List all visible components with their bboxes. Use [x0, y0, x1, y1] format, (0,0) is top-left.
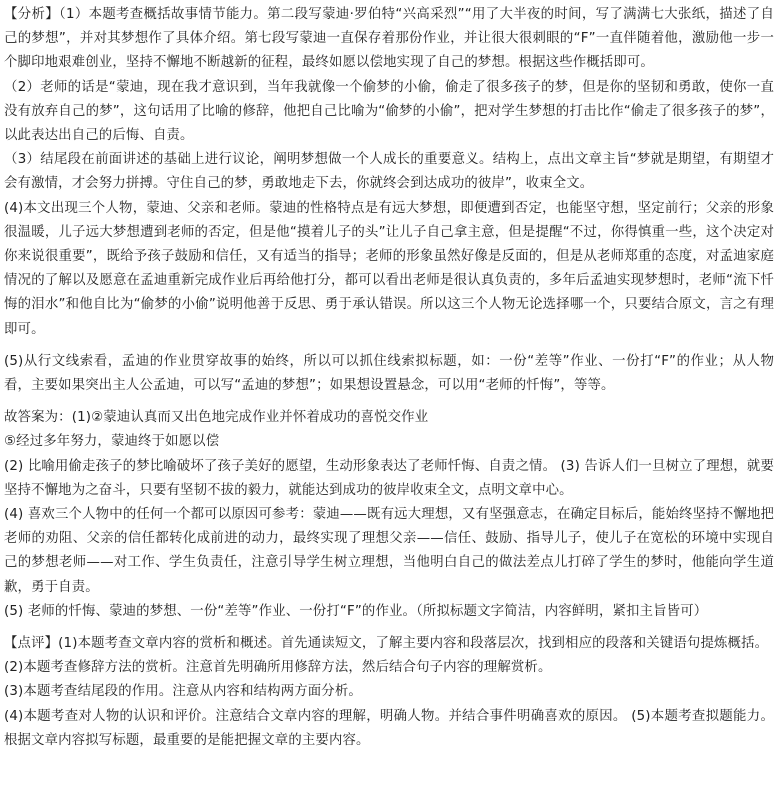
answer-line-2: ⑤经过多年努力，蒙迪终于如愿以偿	[4, 434, 220, 450]
analysis-paragraph-4: (4)本文出现三个人物，蒙迪、父亲和老师。蒙迪的性格特点是有远大梦想，即便遭到否定，也能坚守想，坚定前行；父亲的形象很温暖，儿子远大梦想遭到老师的否定，但是他“摸着儿子的头”让儿子自己拿主意，但是提醒“不过，你得慎重一些，这个决定对你来说很重要”，既给予孩子鼓励和信任，又有适当的指导；老师的形象虽然好像是反面的，但是从老师郑重的态度，对孟迪家庭情况的了解以及愿意在孟迪重新完成作业后再给他打分，都可以看出老师是很认真负责的，多年后孟迪实现梦想时，老师“流下忏悔的泪水”和他自比为“偷梦的小偷”说明他善于反思、勇于承认错误。所以这三个人物无论选择哪一个，只要结合原文，言之有理即可。	[4, 200, 774, 337]
analysis-paragraph-5: (5)从行文线索看，孟迪的作业贯穿故事的始终，所以可以抓住线索拟标题，如：一份“差等”作业、一份打“F”的作业；从人物看，主要如果突出主人公孟迪，可以写“孟迪的梦想”；如果想设置悬念，可以用“老师的忏悔”，等等。	[4, 353, 774, 394]
analysis-paragraph-2: （2）老师的话是“蒙迪，现在我才意识到，当年我就像一个偷梦的小偷，偷走了很多孩子的梦，但是你的坚韧和勇敢，使你一直没有放弃自己的梦”，这句话用了比喻的修辞，他把自己比喻为“偷梦的小偷”，把对学生梦想的打击比作“偷走了很多孩子的梦”，以此表达出自己的后悔、自责。	[4, 79, 774, 144]
analysis-paragraph-3: （3）结尾段在前面讲述的基础上进行议论，阐明梦想做一个人成长的重要意义。结构上，点出文章主旨“梦就是期望，有期望才会有激情，才会努力拼搏。守住自己的梦，勇敢地走下去，你就终会到达成功的彼岸”，收束全文。	[4, 152, 774, 192]
comment-paragraph-1: 【点评】(1)本题考查文章内容的赏析和概述。首先通读短文，了解主要内容和段落层次，找到相应的段落和关键语句提炼概括。	[4, 636, 769, 652]
answer-paragraph-3: (2) 比喻用偷走孩子的梦比喻破坏了孩子美好的愿望，生动形象表达了老师忏悔、自责之情。 (3) 告诉人们一旦树立了理想，就要坚持不懈地为之奋斗，只要有坚韧不拔的毅力，就能达到成功的彼岸收束全文，点明文章中心。	[4, 458, 774, 498]
comment-paragraph-2: (2)本题考查修辞方法的赏析。注意首先明确所用修辞方法，然后结合句子内容的理解赏析。	[4, 660, 552, 676]
answer-line-1: 故答案为：(1)②蒙迪认真而又出色地完成作业并怀着成功的喜悦交作业	[4, 410, 429, 426]
spacer	[4, 398, 774, 406]
answer-paragraph-4: (4) 喜欢三个人物中的任何一个都可以原因可参考：蒙迪——既有远大理想，又有坚强意志，在确定目标后，能始终坚持不懈地把老师的劝阻、父亲的信任都转化成前进的动力，最终实现了理想父亲——信任、鼓励、指导儿子，使儿子在宽松的环境中实现自己的梦想老师——对工作、学生负责任，注意引导学生树立理想，当他明白自己的做法差点儿打碎了学生的梦时，他能向学生道歉，勇于自责。	[4, 507, 774, 595]
comment-paragraph-4: (4)本题考查对人物的认识和评价。注意结合文章内容的理解，明确人物。并结合事件明确喜欢的原因。 (5)本题考查拟题能力。根据文章内容拟写标题，最重要的是能把握文章的主要内容。	[4, 708, 774, 748]
comment-paragraph-3: (3)本题考查结尾段的作用。注意从内容和结构两方面分析。	[4, 684, 362, 700]
spacer	[4, 624, 774, 632]
answer-paragraph-5: (5) 老师的忏悔、蒙迪的梦想、一份“差等”作业、一份打“F”的作业。（所拟标题文字简洁，内容鲜明，紧扣主旨皆可）	[4, 603, 708, 619]
analysis-paragraph-1: 【分析】（1）本题考查概括故事情节能力。第二段写蒙迪·罗伯特“兴高采烈”“用了大半夜的时间，写了满满七大张纸，描述了自己的梦想”，并对其梦想作了具体介绍。第七段写蒙迪一直保存着那份作业，并让很大很刺眼的“F”一直伴随着他，激励他一步一个脚印地艰难创业，坚持不懈地不断越新的征程，最终如愿以偿地实现了自己的梦想。根据这些作概括即可。	[4, 7, 774, 71]
spacer	[4, 342, 774, 350]
